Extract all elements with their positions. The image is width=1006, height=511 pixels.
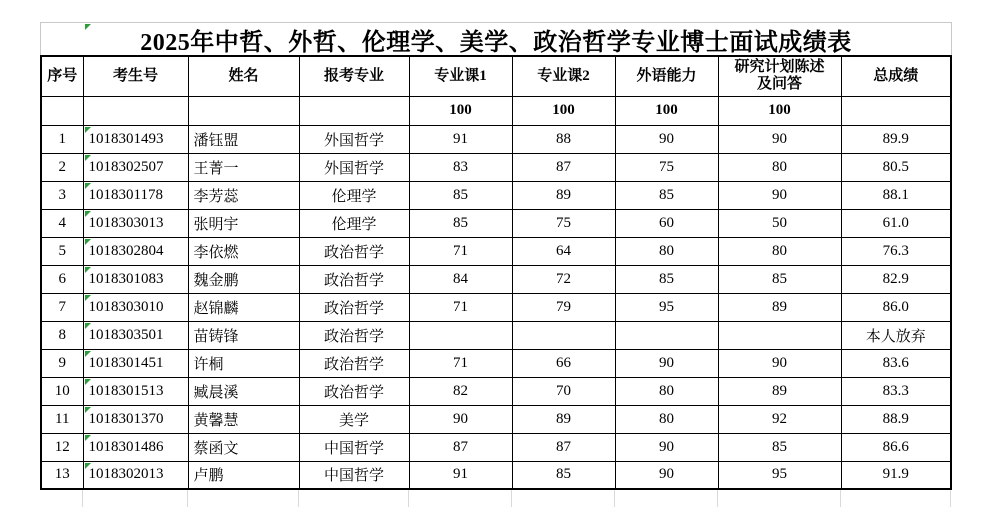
faint-gridline [298,490,299,507]
cell-course2[interactable] [512,433,615,461]
table-row [41,377,951,405]
max-score-cell[interactable] [188,96,299,125]
cell-text: 85 [453,186,468,203]
cell-text: 90 [772,186,787,203]
cell-course2[interactable] [512,181,615,209]
col-header-foreign-lang[interactable]: 外语能力 [615,56,718,96]
col-header-total[interactable]: 总成绩 [841,56,951,96]
cell-major[interactable] [299,237,409,265]
cell-no[interactable] [41,405,83,433]
cell-text: 92 [772,410,787,427]
cell-text: 90 [659,438,674,455]
cell-text: 外国哲学 [323,160,384,177]
cell-research-qa[interactable] [718,349,841,377]
cell-foreign-language[interactable] [615,153,718,181]
cell-text: 臧晨溪 [193,384,239,401]
cell-text: 1 [58,130,66,147]
cell-no[interactable] [41,349,83,377]
faint-gridline [950,490,951,507]
cell-major[interactable] [299,181,409,209]
cell-text: 政治哲学 [323,300,384,317]
cell-text: 95 [772,466,787,483]
faint-gridline [840,490,841,507]
cell-total[interactable] [841,405,951,433]
cell-research-qa[interactable] [718,377,841,405]
cell-id[interactable] [83,377,188,405]
table-title-row[interactable] [40,22,952,55]
cell-course2[interactable] [512,237,615,265]
cell-id[interactable] [83,125,188,153]
cell-major[interactable] [299,209,409,237]
col-header-candidate-id[interactable]: 考生号 [83,56,188,96]
cell-text: 政治哲学 [323,272,384,289]
scores-table [40,55,952,490]
cell-total[interactable] [841,461,951,489]
cell-research-qa[interactable] [718,293,841,321]
cell-course1[interactable] [409,293,512,321]
cell-text: 1018302013 [88,466,164,483]
cell-text: 64 [556,242,571,259]
cell-text: 79 [556,298,571,315]
cell-course2[interactable] [512,293,615,321]
cell-foreign-language[interactable] [615,237,718,265]
table-row [41,433,951,461]
cell-text: 85 [556,466,571,483]
cell-major[interactable] [299,293,409,321]
cell-text: 美学 [338,412,369,429]
cell-text: 80 [659,410,674,427]
cell-research-qa[interactable] [718,237,841,265]
cell-text: 90 [772,354,787,371]
cell-text: 88.9 [882,410,909,427]
cell-total[interactable] [841,349,951,377]
cell-text: 许桐 [193,356,224,373]
cell-text: 黄馨慧 [193,412,239,429]
cell-text: 95 [659,298,674,315]
cell-text: 87 [556,438,571,455]
table-row [41,125,951,153]
cell-course2[interactable] [512,153,615,181]
cell-text: 66 [556,354,571,371]
cell-name[interactable] [188,153,299,181]
table-row [41,181,951,209]
cell-course1[interactable] [409,321,512,349]
cell-text: 72 [556,270,571,287]
cell-text: 3 [58,186,66,203]
cell-course2[interactable] [512,321,615,349]
cell-id[interactable] [83,209,188,237]
cell-text: 5 [58,242,66,259]
cell-course2[interactable] [512,461,615,489]
table-row [41,461,951,489]
cell-name[interactable] [188,461,299,489]
cell-text: 83.6 [882,354,909,371]
cell-major[interactable] [299,405,409,433]
cell-total[interactable] [841,265,951,293]
cell-no[interactable] [41,461,83,489]
cell-text: 1018303010 [88,298,164,315]
cell-text: 11 [55,410,70,427]
header-row [41,56,951,96]
cell-no[interactable] [41,153,83,181]
cell-text: 90 [659,130,674,147]
cell-text: 80.5 [882,158,909,175]
cell-text: 85 [772,270,787,287]
cell-text: 83.3 [882,382,909,399]
cell-text: 89 [556,410,571,427]
cell-text: 政治哲学 [323,328,384,345]
cell-course1[interactable] [409,461,512,489]
cell-course1[interactable] [409,377,512,405]
cell-text: 89 [556,186,571,203]
cell-text: 82 [453,382,468,399]
cell-text: 87 [453,438,468,455]
cell-course1[interactable] [409,349,512,377]
cell-research-qa[interactable] [718,209,841,237]
cell-research-qa[interactable] [718,461,841,489]
table-row [41,349,951,377]
cell-no[interactable] [41,321,83,349]
col-header-name[interactable]: 姓名 [188,56,299,96]
cell-text: 76.3 [882,242,909,259]
faint-gridline [187,490,188,507]
cell-text: 伦理学 [331,216,377,233]
cell-text: 89 [772,382,787,399]
cell-no[interactable] [41,265,83,293]
max-score-row [41,96,951,125]
cell-id[interactable] [83,461,188,489]
cell-name[interactable] [188,321,299,349]
faint-gridline [717,490,718,507]
cell-text: 75 [556,214,571,231]
cell-total[interactable] [841,181,951,209]
table-row [41,293,951,321]
cell-text: 90 [772,130,787,147]
cell-course1[interactable] [409,125,512,153]
cell-text: 89.9 [882,130,909,147]
cell-research-qa[interactable] [718,125,841,153]
cell-course2[interactable] [512,209,615,237]
faint-gridline [82,490,83,507]
cell-no[interactable] [41,125,83,153]
cell-text: 82.9 [882,270,909,287]
cell-text: 12 [54,438,70,455]
cell-text: 1018301178 [88,186,163,203]
cell-research-qa[interactable] [718,181,841,209]
max-score-cell[interactable] [41,96,83,125]
cell-text: 潘钰盟 [193,132,239,149]
cell-text: 王菁一 [193,160,239,177]
cell-text: 1018303013 [88,214,164,231]
gridline-continuation [40,490,952,507]
cell-text: 84 [453,270,468,287]
cell-name[interactable] [188,377,299,405]
cell-text: 1018301486 [88,438,164,455]
cell-id[interactable] [83,321,188,349]
cell-no[interactable] [41,237,83,265]
cell-id[interactable] [83,265,188,293]
cell-id[interactable] [83,349,188,377]
cell-text: 80 [772,242,787,259]
cell-text: 71 [453,354,468,371]
cell-no[interactable] [41,377,83,405]
cell-text: 85 [453,214,468,231]
cell-text: 李芳蕊 [193,188,239,205]
cell-course2[interactable] [512,405,615,433]
cell-text: 7 [58,298,66,315]
cell-text: 政治哲学 [323,244,384,261]
cell-course2[interactable] [512,377,615,405]
cell-course2[interactable] [512,265,615,293]
max-score-cell[interactable]: 100 [409,96,512,125]
table-body [41,125,951,489]
col-header-course2[interactable]: 专业课2 [512,56,615,96]
cell-text: 1018302507 [88,158,164,175]
cell-text: 91 [453,466,468,483]
cell-foreign-language[interactable] [615,181,718,209]
cell-name[interactable] [188,433,299,461]
cell-foreign-language[interactable] [615,349,718,377]
cell-name[interactable] [188,237,299,265]
cell-text: 魏金鹏 [193,272,239,289]
cell-name[interactable] [188,209,299,237]
cell-text: 85 [772,438,787,455]
cell-course1[interactable] [409,237,512,265]
max-score-cell[interactable] [83,96,188,125]
spreadsheet-region [40,22,952,507]
cell-total[interactable] [841,209,951,237]
cell-course1[interactable] [409,405,512,433]
cell-research-qa[interactable] [718,405,841,433]
cell-text: 李依燃 [193,244,239,261]
cell-total[interactable] [841,433,951,461]
col-header-serial[interactable]: 序号 [41,56,83,96]
cell-name[interactable] [188,125,299,153]
cell-text: 80 [659,242,674,259]
cell-foreign-language[interactable] [615,293,718,321]
max-score-cell[interactable]: 100 [512,96,615,125]
cell-text: 83 [453,158,468,175]
cell-text: 外国哲学 [323,132,384,149]
cell-text: 71 [453,298,468,315]
page-title: 2025年中哲、外哲、伦理学、美学、政治哲学专业博士面试成绩表 [140,29,852,56]
cell-foreign-language[interactable] [615,405,718,433]
cell-major[interactable] [299,265,409,293]
cell-course2[interactable] [512,349,615,377]
cell-text: 86.0 [882,298,909,315]
cell-no[interactable] [41,293,83,321]
table-row [41,265,951,293]
cell-no[interactable] [41,433,83,461]
cell-text: 85 [659,270,674,287]
cell-text: 70 [556,382,571,399]
cell-text: 政治哲学 [323,356,384,373]
cell-text: 60 [659,214,674,231]
cell-text: 1018301370 [88,410,164,427]
max-score-cell[interactable]: 100 [615,96,718,125]
cell-text: 88.1 [882,186,909,203]
cell-text: 中国哲学 [323,468,384,485]
faint-gridline [614,490,615,507]
table-row [41,405,951,433]
cell-text: 91.9 [882,466,909,483]
cell-text: 1018303501 [88,326,164,343]
cell-total[interactable] [841,125,951,153]
table-row [41,237,951,265]
cell-course1[interactable] [409,181,512,209]
cell-text: 9 [58,354,66,371]
cell-text: 政治哲学 [323,384,384,401]
cell-text: 8 [58,326,66,343]
cell-total[interactable] [841,377,951,405]
cell-text: 91 [453,130,468,147]
cell-text: 13 [54,466,70,483]
cell-id[interactable] [83,237,188,265]
cell-major[interactable] [299,377,409,405]
cell-foreign-language[interactable] [615,125,718,153]
cell-text: 1018301083 [88,270,164,287]
cell-text: 87 [556,158,571,175]
cell-text: 1018301513 [88,382,164,399]
cell-major[interactable] [299,321,409,349]
cell-text: 61.0 [882,214,909,231]
table-row [41,153,951,181]
cell-major[interactable] [299,125,409,153]
cell-course2[interactable] [512,125,615,153]
cell-text: 80 [772,158,787,175]
cell-text: 伦理学 [331,188,377,205]
table-row [41,321,951,349]
cell-text: 6 [58,270,66,287]
excel-flag-triangle-icon [85,24,91,30]
cell-foreign-language[interactable] [615,433,718,461]
cell-text: 90 [659,354,674,371]
cell-text: 85 [659,186,674,203]
cell-total[interactable] [841,321,951,349]
cell-id[interactable] [83,405,188,433]
cell-text: 86.6 [882,438,909,455]
cell-name[interactable] [188,405,299,433]
cell-text: 88 [556,130,571,147]
cell-text: 1018301451 [88,354,164,371]
cell-text: 90 [659,466,674,483]
cell-text: 张明宇 [193,216,239,233]
cell-id[interactable] [83,153,188,181]
cell-text: 卢鹏 [193,468,224,485]
cell-research-qa[interactable] [718,433,841,461]
cell-course1[interactable] [409,433,512,461]
cell-major[interactable] [299,349,409,377]
cell-major[interactable] [299,461,409,489]
max-score-cell[interactable] [299,96,409,125]
cell-text: 1018301493 [88,130,164,147]
cell-text: 1018302804 [88,242,164,259]
col-header-research-qa[interactable]: 研究计划陈述及问答 [718,56,841,96]
cell-course1[interactable] [409,209,512,237]
cell-id[interactable] [83,433,188,461]
cell-text: 苗铸锋 [193,328,239,345]
cell-id[interactable] [83,181,188,209]
cell-no[interactable] [41,181,83,209]
table-row [41,209,951,237]
cell-name[interactable] [188,181,299,209]
cell-foreign-language[interactable] [615,321,718,349]
cell-foreign-language[interactable] [615,265,718,293]
faint-gridline [511,490,512,507]
cell-total[interactable] [841,293,951,321]
cell-name[interactable] [188,293,299,321]
cell-text: 50 [772,214,787,231]
cell-text: 本人放弃 [865,328,926,345]
cell-research-qa[interactable] [718,321,841,349]
cell-text: 10 [54,382,70,399]
cell-name[interactable] [188,265,299,293]
max-score-cell[interactable] [841,96,951,125]
cell-id[interactable] [83,293,188,321]
cell-text: 71 [453,242,468,259]
faint-gridline [408,490,409,507]
cell-foreign-language[interactable] [615,209,718,237]
cell-text: 75 [659,158,674,175]
cell-name[interactable] [188,349,299,377]
cell-course1[interactable] [409,153,512,181]
cell-research-qa[interactable] [718,153,841,181]
cell-foreign-language[interactable] [615,461,718,489]
col-header-major[interactable]: 报考专业 [299,56,409,96]
cell-foreign-language[interactable] [615,377,718,405]
cell-course1[interactable] [409,265,512,293]
cell-text: 2 [58,158,66,175]
cell-research-qa[interactable] [718,265,841,293]
cell-major[interactable] [299,433,409,461]
cell-text: 蔡函文 [193,440,239,457]
cell-total[interactable] [841,153,951,181]
cell-text: 中国哲学 [323,440,384,457]
cell-text: 赵锦麟 [193,300,239,317]
max-score-cell[interactable]: 100 [718,96,841,125]
cell-major[interactable] [299,153,409,181]
cell-text: 4 [58,214,66,231]
cell-no[interactable] [41,209,83,237]
cell-total[interactable] [841,237,951,265]
cell-text: 80 [659,382,674,399]
cell-text: 90 [453,410,468,427]
cell-text: 89 [772,298,787,315]
col-header-course1[interactable]: 专业课1 [409,56,512,96]
